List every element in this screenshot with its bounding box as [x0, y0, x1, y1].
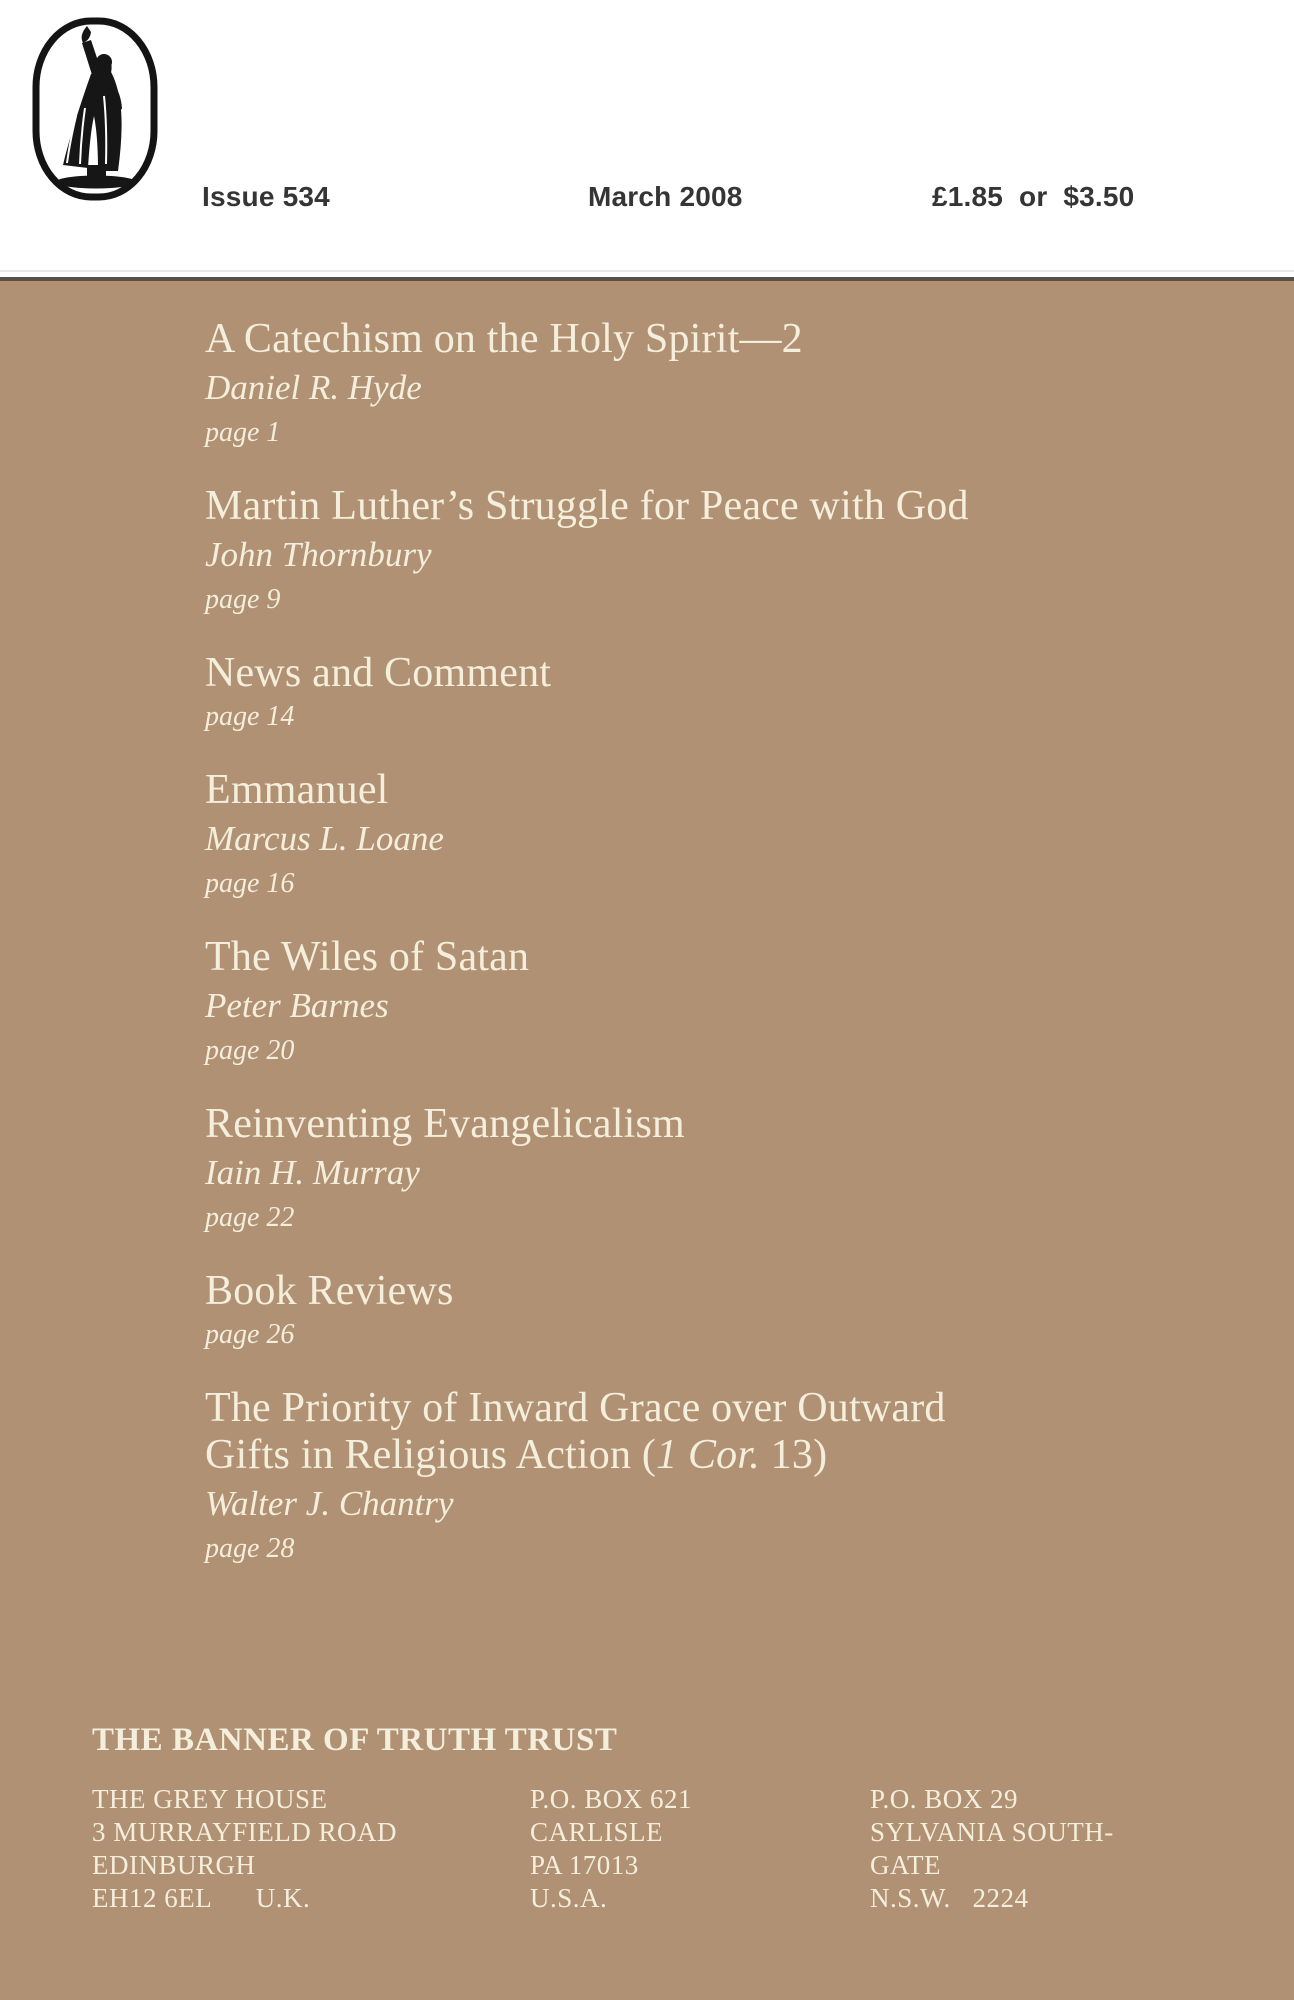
article-title: Book Reviews	[205, 1268, 454, 1314]
masthead	[0, 0, 1294, 281]
address-uk	[92, 1783, 397, 1915]
article-author: Walter J. Chantry	[205, 1484, 454, 1523]
address-line: EDINBURGH	[92, 1850, 256, 1880]
article-title-line2	[205, 1432, 1085, 1479]
article-title: Martin Luther’s Struggle for Peace with God	[205, 483, 969, 529]
address-usa	[530, 1783, 692, 1915]
address-columns	[92, 1783, 1242, 1963]
banner-of-truth-logo	[30, 16, 160, 202]
publisher-imprint	[92, 1722, 1242, 1963]
address-line: P.O. BOX 29	[870, 1784, 1019, 1814]
article-author: Marcus L. Loane	[205, 819, 444, 858]
toc-entry	[205, 650, 1085, 737]
toc-entry	[205, 316, 1085, 453]
article-page: page 1	[205, 417, 281, 448]
address-line: EH12 6EL U.K.	[92, 1883, 311, 1913]
article-title: Reinventing Evangelicalism	[205, 1101, 685, 1147]
scripture-reference: 1 Cor.	[656, 1432, 760, 1478]
address-line: CARLISLE	[530, 1817, 664, 1847]
article-title: A Catechism on the Holy Spirit—2	[205, 316, 803, 362]
article-author: Iain H. Murray	[205, 1153, 420, 1192]
faint-rule	[0, 270, 1294, 272]
toc-entry	[205, 483, 1085, 620]
article-page: page 9	[205, 584, 281, 615]
title-text: Gifts in Religious Action (	[205, 1432, 657, 1478]
article-page: page 22	[205, 1202, 295, 1233]
publisher-name: THE BANNER OF TRUTH TRUST	[92, 1722, 618, 1758]
article-author: Peter Barnes	[205, 986, 389, 1025]
issue-date: March 2008	[588, 181, 743, 212]
address-line: SYLVANIA SOUTH-	[870, 1817, 1114, 1847]
toc-entry	[205, 767, 1085, 904]
toc-entry	[205, 1385, 1085, 1569]
issue-price: £1.85 or $3.50	[932, 181, 1135, 212]
article-title-line1: The Priority of Inward Grace over Outward	[205, 1385, 946, 1431]
address-line: U.S.A.	[530, 1883, 608, 1913]
address-australia	[870, 1783, 1114, 1915]
article-page: page 16	[205, 868, 295, 899]
article-page: page 20	[205, 1035, 295, 1066]
title-text: 13)	[759, 1432, 828, 1478]
address-line: 3 MURRAYFIELD ROAD	[92, 1817, 398, 1847]
article-page: page 14	[205, 701, 295, 732]
toc-entry	[205, 1268, 1085, 1355]
article-title	[205, 1385, 1085, 1479]
article-author: John Thornbury	[205, 535, 432, 574]
article-page: page 26	[205, 1319, 295, 1350]
address-line: P.O. BOX 621	[530, 1784, 693, 1814]
address-line: THE GREY HOUSE	[92, 1784, 328, 1814]
preacher-icon	[30, 16, 160, 202]
issue-number: Issue 534	[202, 181, 330, 212]
toc-entry	[205, 934, 1085, 1071]
article-title: The Wiles of Satan	[205, 934, 530, 980]
toc-entry	[205, 1101, 1085, 1238]
article-author: Daniel R. Hyde	[205, 368, 422, 407]
article-title: Emmanuel	[205, 767, 389, 813]
address-line: GATE	[870, 1850, 941, 1880]
address-line: PA 17013	[530, 1850, 639, 1880]
table-of-contents	[205, 316, 1085, 1599]
article-title: News and Comment	[205, 650, 552, 696]
article-page: page 28	[205, 1533, 295, 1564]
address-line: N.S.W. 2224	[870, 1883, 1029, 1913]
